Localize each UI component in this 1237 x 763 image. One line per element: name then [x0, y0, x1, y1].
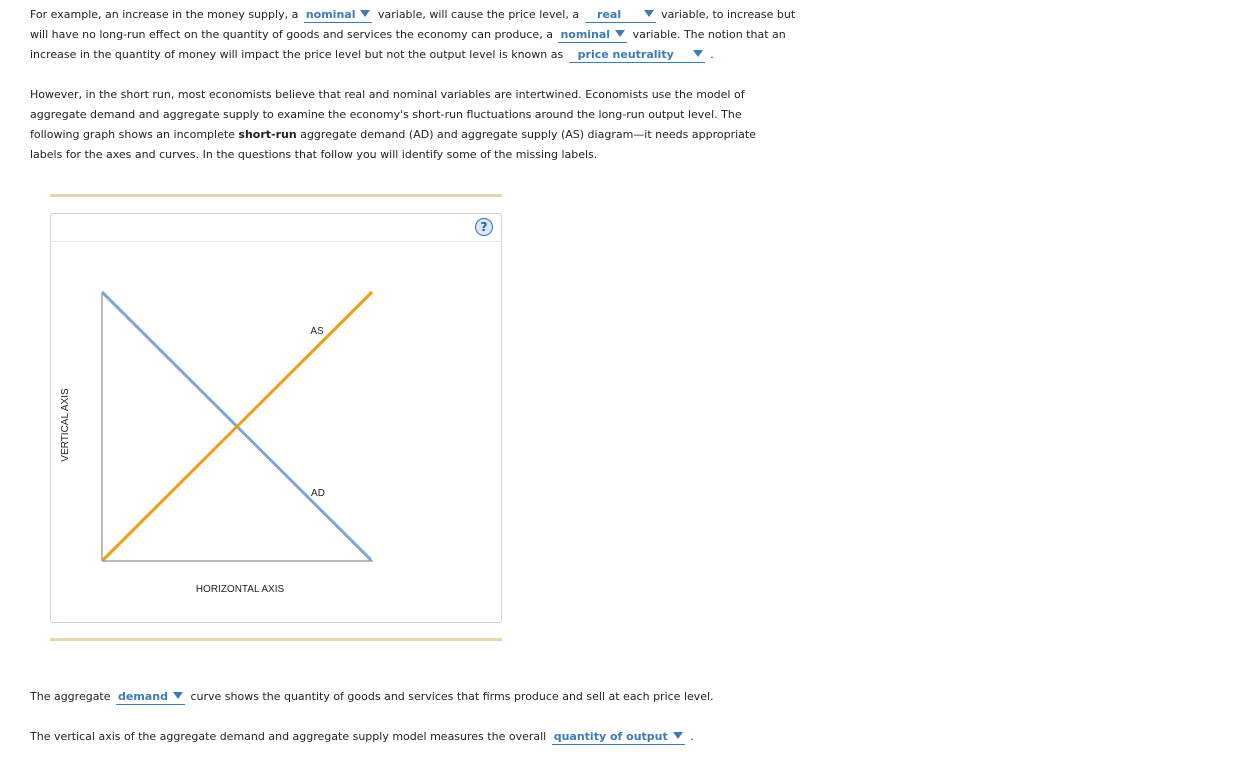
graph-bottom-divider: [50, 638, 502, 641]
intro-line-2: will have no long-run effect on the quantity of goods and services the economy can produce, a nominal variable. The notion that an: [30, 28, 786, 41]
notion-dropdown[interactable]: price neutrality: [569, 48, 705, 63]
output-type-dropdown[interactable]: nominal: [558, 28, 627, 43]
help-icon[interactable]: ?: [475, 218, 493, 236]
chevron-down-icon: [673, 732, 683, 739]
intro-line-3: increase in the quantity of money will impact the price level but not the output level is known as price neutrality .: [30, 48, 714, 61]
vertical-axis-dropdown[interactable]: quantity of output: [552, 730, 685, 745]
money-supply-type-dropdown[interactable]: nominal: [304, 8, 373, 23]
ad-curve-label: AD: [311, 488, 325, 499]
aggregate-curve-dropdown[interactable]: demand: [116, 690, 185, 705]
chevron-down-icon: [615, 30, 625, 37]
intro-paragraph: [30, 5, 800, 65]
chevron-down-icon: [693, 50, 703, 57]
graph-top-divider: [50, 194, 502, 197]
short-run-paragraph: However, in the short run, most economists believe that real and nominal variables are intertwined. Economists use the model of aggregate demand and aggregate supply to examine the economy's short-run fluctuations around the long-run output level. The following graph shows an incomplete short-run aggregate demand (AD) and aggregate supply (AS) diagram—it needs appropriate labels for the axes and curves. In the questions that follow you will identify some of the missing labels.: [30, 88, 756, 161]
intro-line-1: For example, an increase in the money supply, a nominal variable, will cause the price level, a real variable, to increase but: [30, 8, 796, 21]
vertical-axis-label: VERTICAL AXIS: [60, 388, 71, 462]
ad-as-diagram: [51, 214, 501, 622]
chevron-down-icon: [644, 10, 654, 17]
price-level-type-dropdown[interactable]: real: [585, 8, 656, 23]
horizontal-axis-label: HORIZONTAL AXIS: [195, 584, 285, 595]
chevron-down-icon: [173, 692, 183, 699]
chevron-down-icon: [360, 10, 370, 17]
ad-as-graph-panel: [50, 213, 502, 623]
question-vertical-axis: The vertical axis of the aggregate demand and aggregate supply model measures the overall quantity of output .: [30, 730, 694, 743]
as-curve-label: AS: [310, 326, 324, 337]
question-aggregate-curve: The aggregate demand curve shows the quantity of goods and services that firms produce and sell at each price level.: [30, 690, 714, 703]
